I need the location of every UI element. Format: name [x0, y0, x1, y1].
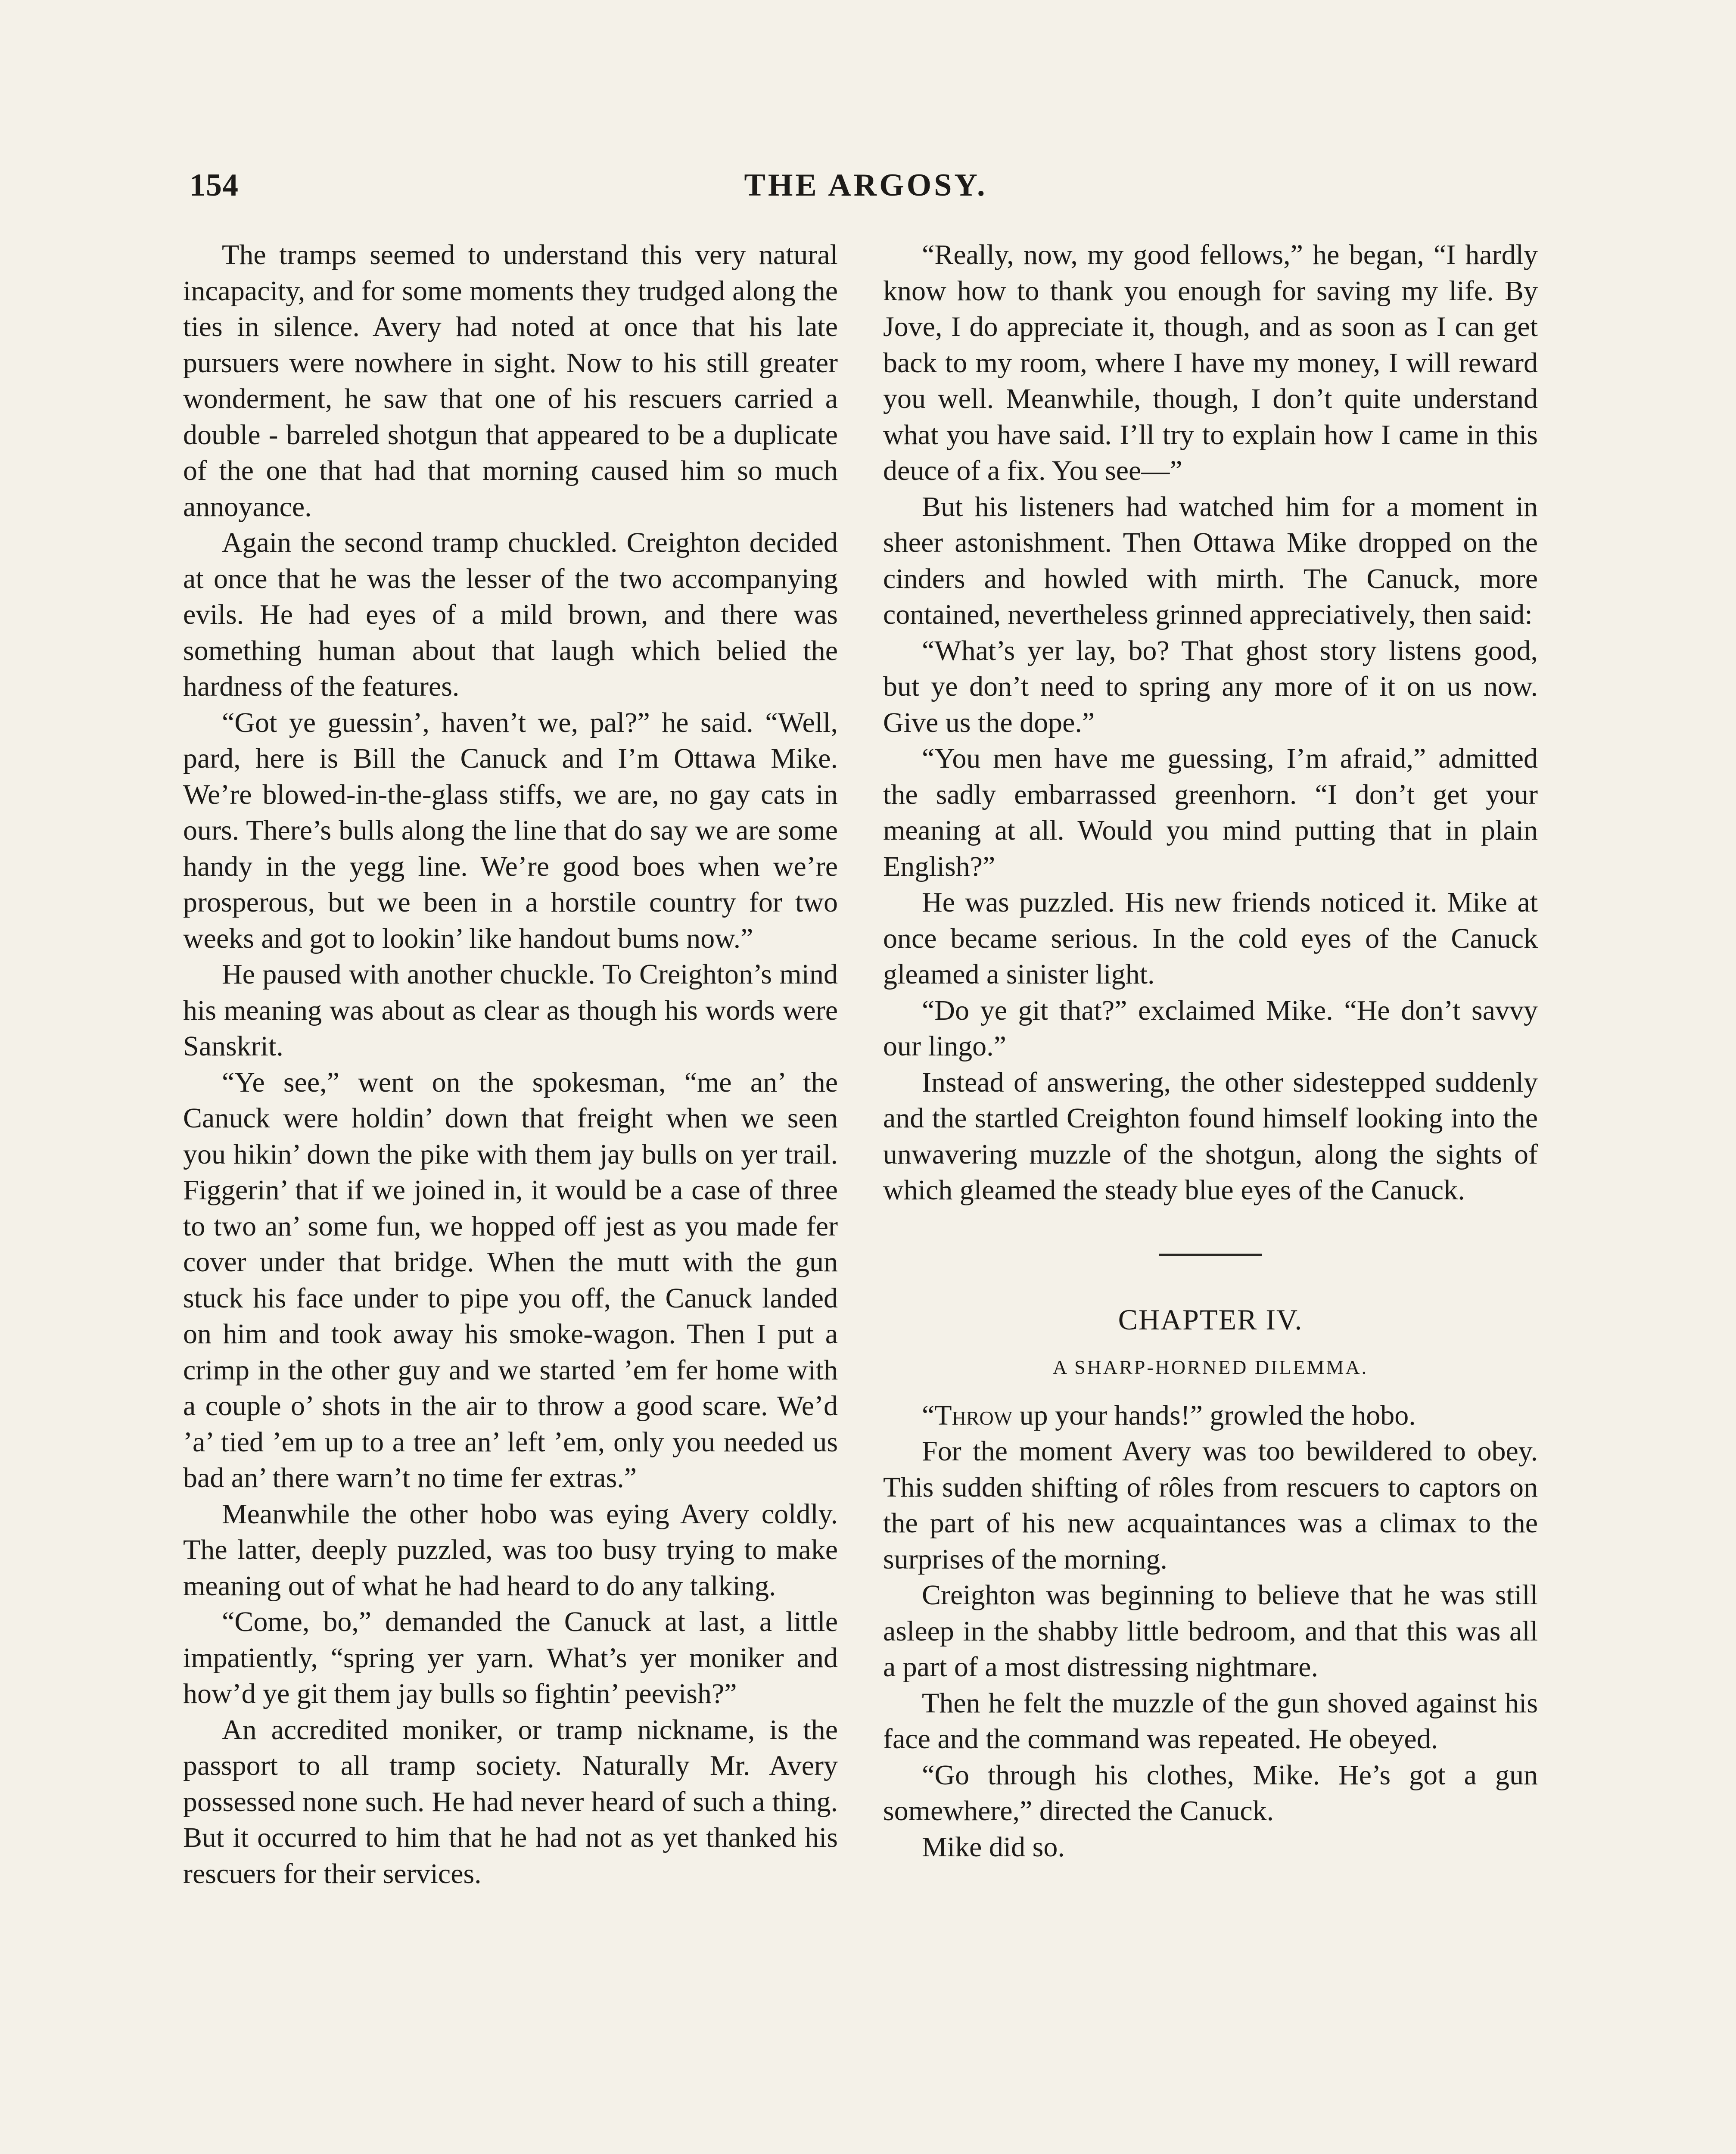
right-column — [883, 237, 1538, 1865]
paragraph: “Got ye guessin’, haven’t we, pal?” he said. “Well, pard, here is Bill the Canuck and I’m Ottawa Mike. We’re blowed-in-the-glass stiffs, we are, no gay cats in ours. There’s bulls along the line that do say we are some handy in the yegg line. We’re good boes when we’re prosperous, but we been in a horstile country for two weeks and got to lookin’ like handout bums now.” — [183, 707, 838, 954]
paragraph: “You men have me guessing, I’m afraid,” admitted the sadly embarrassed greenhorn. “I don’t get your meaning at all. Would you mind putting that in plain English?” — [883, 743, 1538, 882]
paragraph: But his listeners had watched him for a moment in sheer astonishment. Then Ottawa Mike dropped on the cinders and howled with mirth. The Canuck, more contained, nevertheless grinned appreciatively, then said: — [883, 491, 1538, 630]
paragraph: “Do ye git that?” exclaimed Mike. “He don’t savvy our lingo.” — [883, 994, 1538, 1062]
paragraph: “Really, now, my good fellows,” he began, “I hardly know how to thank you enough for saving my life. By Jove, I do appreciate it, though, and as soon as I can get back to my room, where I have my money, I will reward you well. Meanwhile, though, I don’t quite understand what you have said. I’ll try to explain how I came in this deuce of a fix. You see—” — [883, 239, 1538, 486]
paragraph: He paused with another chuckle. To Creighton’s mind his meaning was about as clear as though his words were Sanskrit. — [183, 959, 838, 1062]
paragraph: He was puzzled. His new friends noticed it. Mike at once became serious. In the cold eyes of the Canuck gleamed a sinister light. — [883, 887, 1538, 990]
page-header — [190, 164, 1542, 207]
paragraph: Meanwhile the other hobo was eying Avery coldly. The latter, deeply puzzled, was too busy trying to make meaning out of what he had heard to do any talking. — [183, 1498, 838, 1602]
page-number: 154 — [190, 168, 239, 203]
paragraph: Instead of answering, the other sidestepped suddenly and the startled Creighton found himself looking into the unwavering muzzle of the shotgun, along the sights of which gleamed the steady blue eyes of the Canuck. — [883, 1066, 1538, 1206]
chapter-subtitle: A SHARP-HORNED DILEMMA. — [1052, 1356, 1369, 1378]
paragraph: Then he felt the muzzle of the gun shoved against his face and the command was repeated. He obeyed. — [883, 1687, 1538, 1755]
paragraph: “What’s yer lay, bo? That ghost story listens good, but ye don’t need to spring any more of it on us now. Give us the dope.” — [883, 635, 1538, 738]
left-column — [183, 237, 838, 1892]
chapter-title: CHAPTER IV. — [1118, 1303, 1303, 1336]
chapter-opening-paragraph — [883, 1398, 1538, 1434]
paragraph: Again the second tramp chuckled. Creighton decided at once that he was the lesser of the two accompanying evils. He had eyes of a mild brown, and there was something human about that laugh which belied the hardness of the features. — [183, 527, 838, 702]
paragraph: Creighton was beginning to believe that he was still asleep in the shabby little bedroom, and that this was all a part of a most distressing nightmare. — [883, 1579, 1538, 1683]
paragraph: “Ye see,” went on the spokesman, “me an’ the Canuck were holdin’ down that freight when we seen you hikin’ down the pike with them jay bulls on yer trail. Figgerin’ that if we joined in, it would be a case of three to two an’ some fun, we hopped off jest as you made fer cover under that bridge. When the mutt with the gun stuck his face under to pipe you off, the Canuck landed on him and took away his smoke-wagon. Then I put a crimp in the other guy and we started ’em fer home with a couple o’ shots in the air to throw a good scare. We’d ’a’ tied ’em up to a tree an’ left ’em, only you needed us bad an’ there warn’t no time fer extras.” — [183, 1066, 838, 1494]
paragraph: “Go through his clothes, Mike. He’s got a gun somewhere,” directed the Canuck. — [883, 1759, 1538, 1827]
opening-rest: up your hands!” growled the hobo. — [1012, 1399, 1416, 1431]
paragraph: For the moment Avery was too bewildered to obey. This sudden shifting of rôles from rescuers to captors on the part of his new acquaintances was a climax to the surprises of the morning. — [883, 1435, 1538, 1575]
open-quote: “ — [922, 1399, 935, 1431]
opening-word: Throw — [934, 1399, 1013, 1431]
paragraph: “Come, bo,” demanded the Canuck at last, a little impatiently, “spring yer yarn. What’s yer moniker and how’d ye git them jay bulls so fightin’ peevish?” — [183, 1606, 838, 1709]
paragraph: An accredited moniker, or tramp nickname, is the passport to all tramp society. Naturally Mr. Avery possessed none such. He had never heard of such a thing. But it occurred to him that he had not as yet thanked his rescuers for their services. — [183, 1714, 838, 1889]
chapter-divider — [1159, 1254, 1262, 1256]
paragraph: The tramps seemed to understand this very natural incapacity, and for some moments they trudged along the ties in silence. Avery had noted at once that his late pursuers were nowhere in sight. Now to his still greater wonderment, he saw that one of his rescuers carried a double - barreled shotgun that appeared to be a duplicate of the one that had that morning caused him so much annoyance. — [183, 239, 838, 523]
paragraph: Mike did so. — [922, 1831, 1065, 1863]
running-head: THE ARGOSY. — [744, 168, 988, 203]
